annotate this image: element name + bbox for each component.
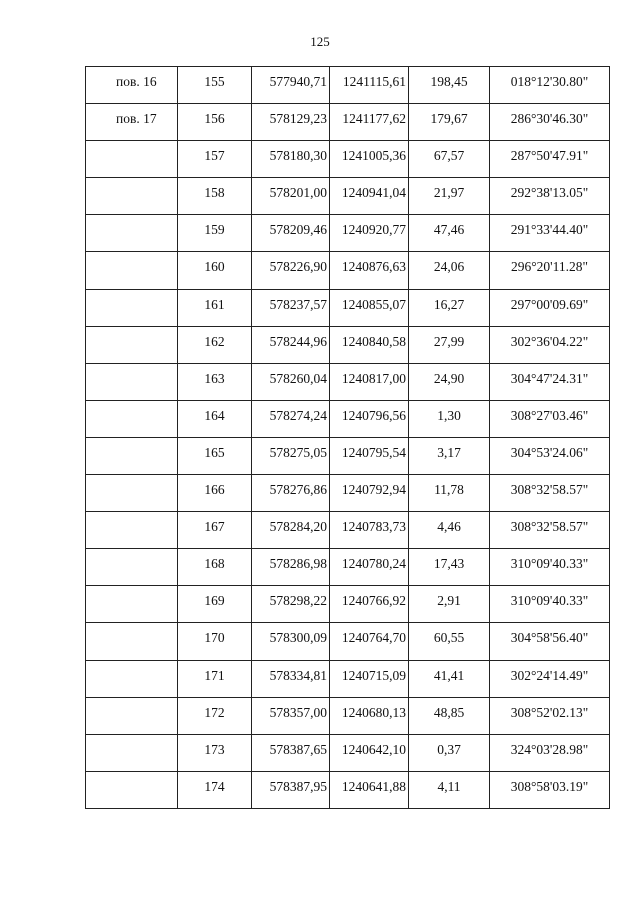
bearing-text: 018°12'30.80" bbox=[510, 74, 589, 89]
bearing-cell bbox=[490, 734, 610, 771]
bearing-text: 310°09'40.33" bbox=[510, 593, 589, 609]
distance-text: 67,57 bbox=[433, 148, 465, 164]
point-number-cell bbox=[178, 289, 252, 326]
y-coordinate-cell bbox=[330, 141, 409, 178]
point-number-text: 166 bbox=[204, 482, 225, 498]
bearing-text: 308°27'03.46" bbox=[510, 407, 589, 423]
y-coordinate-text: 1240780,24 bbox=[341, 556, 406, 572]
contour-text bbox=[116, 401, 177, 408]
table-row bbox=[86, 512, 610, 549]
y-coordinate-text: 1240764,70 bbox=[341, 630, 406, 646]
x-coordinate-text: 578260,04 bbox=[269, 370, 327, 386]
contour-cell bbox=[86, 771, 178, 808]
point-number-cell bbox=[178, 475, 252, 512]
contour-cell bbox=[86, 475, 178, 512]
distance-cell bbox=[409, 252, 490, 289]
bearing-cell bbox=[490, 475, 610, 512]
point-number-text: 169 bbox=[204, 593, 225, 609]
coordinates-table bbox=[85, 66, 610, 809]
bearing-cell bbox=[490, 437, 610, 474]
distance-text: 21,97 bbox=[433, 185, 465, 201]
contour-cell bbox=[86, 512, 178, 549]
x-coordinate-cell bbox=[252, 660, 330, 697]
y-coordinate-cell bbox=[330, 363, 409, 400]
x-coordinate-cell bbox=[252, 289, 330, 326]
y-coordinate-text: 1240920,77 bbox=[341, 222, 406, 238]
distance-cell bbox=[409, 697, 490, 734]
table-row bbox=[86, 475, 610, 512]
contour-text: пов. 17 bbox=[116, 111, 157, 127]
y-coordinate-text: 1240766,92 bbox=[341, 593, 406, 609]
contour-text: пов. 16 bbox=[116, 74, 157, 89]
contour-cell bbox=[86, 660, 178, 697]
point-number-text: 160 bbox=[204, 259, 225, 275]
y-coordinate-cell bbox=[330, 252, 409, 289]
y-coordinate-text: 1240796,56 bbox=[341, 407, 406, 423]
distance-cell bbox=[409, 141, 490, 178]
point-number-text: 156 bbox=[204, 111, 225, 127]
table-row bbox=[86, 660, 610, 697]
bearing-cell bbox=[490, 252, 610, 289]
x-coordinate-text: 578387,95 bbox=[269, 778, 327, 794]
contour-cell bbox=[86, 400, 178, 437]
distance-text: 3,17 bbox=[437, 444, 461, 460]
distance-text: 17,43 bbox=[433, 556, 465, 572]
distance-text: 1,30 bbox=[437, 407, 461, 423]
x-coordinate-text: 578237,57 bbox=[269, 296, 327, 312]
distance-cell bbox=[409, 400, 490, 437]
distance-text: 24,90 bbox=[433, 370, 465, 386]
x-coordinate-cell bbox=[252, 697, 330, 734]
y-coordinate-text: 1240876,63 bbox=[341, 259, 406, 275]
y-coordinate-text: 1240941,04 bbox=[341, 185, 406, 201]
contour-cell bbox=[86, 437, 178, 474]
table-row bbox=[86, 623, 610, 660]
x-coordinate-text: 578201,00 bbox=[269, 185, 327, 201]
contour-text bbox=[116, 698, 177, 705]
x-coordinate-text: 578334,81 bbox=[269, 667, 327, 683]
y-coordinate-text: 1240817,00 bbox=[341, 370, 406, 386]
point-number-text: 172 bbox=[204, 704, 225, 720]
x-coordinate-text: 578300,09 bbox=[269, 630, 327, 646]
contour-text bbox=[116, 215, 177, 222]
y-coordinate-text: 1240795,54 bbox=[341, 444, 406, 460]
point-number-cell bbox=[178, 104, 252, 141]
y-coordinate-text: 1240642,10 bbox=[341, 741, 406, 757]
contour-text bbox=[116, 327, 177, 334]
distance-text: 24,06 bbox=[433, 259, 465, 275]
y-coordinate-text: 1240715,09 bbox=[341, 667, 406, 683]
x-coordinate-cell bbox=[252, 178, 330, 215]
y-coordinate-cell bbox=[330, 586, 409, 623]
distance-text: 4,46 bbox=[437, 519, 461, 535]
distance-text: 198,45 bbox=[430, 74, 468, 89]
table-row bbox=[86, 289, 610, 326]
x-coordinate-text: 578387,65 bbox=[269, 741, 327, 757]
point-number-cell bbox=[178, 549, 252, 586]
x-coordinate-cell bbox=[252, 104, 330, 141]
x-coordinate-text: 578180,30 bbox=[269, 148, 327, 164]
x-coordinate-text: 578244,96 bbox=[269, 333, 327, 349]
distance-cell bbox=[409, 178, 490, 215]
y-coordinate-cell bbox=[330, 475, 409, 512]
contour-text bbox=[116, 512, 177, 519]
table-row bbox=[86, 549, 610, 586]
point-number-cell bbox=[178, 252, 252, 289]
x-coordinate-cell bbox=[252, 67, 330, 104]
point-number-text: 165 bbox=[204, 444, 225, 460]
bearing-cell bbox=[490, 771, 610, 808]
distance-text: 47,46 bbox=[433, 222, 465, 238]
table-row bbox=[86, 252, 610, 289]
contour-text bbox=[116, 549, 177, 556]
x-coordinate-cell bbox=[252, 512, 330, 549]
x-coordinate-text: 577940,71 bbox=[269, 74, 327, 89]
contour-cell bbox=[86, 289, 178, 326]
distance-cell bbox=[409, 660, 490, 697]
distance-cell bbox=[409, 289, 490, 326]
bearing-cell bbox=[490, 289, 610, 326]
bearing-cell bbox=[490, 586, 610, 623]
table-row bbox=[86, 771, 610, 808]
bearing-cell bbox=[490, 660, 610, 697]
y-coordinate-cell bbox=[330, 549, 409, 586]
distance-text: 60,55 bbox=[433, 630, 465, 646]
contour-text bbox=[116, 623, 177, 630]
table-row bbox=[86, 734, 610, 771]
y-coordinate-text: 1240855,07 bbox=[341, 296, 406, 312]
contour-cell bbox=[86, 141, 178, 178]
contour-cell bbox=[86, 67, 178, 104]
distance-cell bbox=[409, 549, 490, 586]
point-number-cell bbox=[178, 363, 252, 400]
y-coordinate-text: 1241115,61 bbox=[342, 74, 406, 89]
y-coordinate-text: 1241177,62 bbox=[342, 111, 406, 127]
y-coordinate-cell bbox=[330, 104, 409, 141]
bearing-cell bbox=[490, 178, 610, 215]
point-number-text: 159 bbox=[204, 222, 225, 238]
point-number-cell bbox=[178, 141, 252, 178]
point-number-text: 174 bbox=[204, 778, 225, 794]
x-coordinate-text: 578274,24 bbox=[269, 407, 327, 423]
x-coordinate-cell bbox=[252, 549, 330, 586]
point-number-cell bbox=[178, 660, 252, 697]
x-coordinate-text: 578284,20 bbox=[269, 519, 327, 535]
contour-cell bbox=[86, 104, 178, 141]
x-coordinate-cell bbox=[252, 363, 330, 400]
contour-cell bbox=[86, 326, 178, 363]
x-coordinate-text: 578226,90 bbox=[269, 259, 327, 275]
y-coordinate-cell bbox=[330, 660, 409, 697]
bearing-text: 304°47'24.31" bbox=[510, 370, 589, 386]
y-coordinate-cell bbox=[330, 215, 409, 252]
distance-cell bbox=[409, 734, 490, 771]
y-coordinate-cell bbox=[330, 178, 409, 215]
bearing-cell bbox=[490, 400, 610, 437]
distance-text: 11,78 bbox=[434, 482, 464, 498]
distance-cell bbox=[409, 437, 490, 474]
bearing-text: 286°30'46.30" bbox=[510, 111, 589, 127]
x-coordinate-cell bbox=[252, 326, 330, 363]
contour-cell bbox=[86, 697, 178, 734]
table-row bbox=[86, 326, 610, 363]
distance-cell bbox=[409, 771, 490, 808]
coordinates-table-body bbox=[86, 67, 610, 809]
point-number-text: 170 bbox=[204, 630, 225, 646]
contour-text bbox=[116, 772, 177, 779]
contour-text bbox=[116, 735, 177, 742]
bearing-cell bbox=[490, 215, 610, 252]
table-row bbox=[86, 104, 610, 141]
bearing-cell bbox=[490, 67, 610, 104]
y-coordinate-text: 1240792,94 bbox=[341, 482, 406, 498]
x-coordinate-text: 578298,22 bbox=[269, 593, 327, 609]
y-coordinate-cell bbox=[330, 697, 409, 734]
y-coordinate-text: 1240680,13 bbox=[341, 704, 406, 720]
contour-text bbox=[116, 586, 177, 593]
contour-text bbox=[116, 252, 177, 259]
bearing-text: 302°24'14.49" bbox=[510, 667, 589, 683]
x-coordinate-cell bbox=[252, 400, 330, 437]
bearing-text: 308°32'58.57" bbox=[510, 482, 589, 498]
point-number-cell bbox=[178, 512, 252, 549]
distance-cell bbox=[409, 326, 490, 363]
bearing-text: 287°50'47.91" bbox=[510, 148, 589, 164]
distance-cell bbox=[409, 623, 490, 660]
y-coordinate-cell bbox=[330, 437, 409, 474]
point-number-text: 163 bbox=[204, 370, 225, 386]
x-coordinate-cell bbox=[252, 586, 330, 623]
point-number-text: 167 bbox=[204, 519, 225, 535]
bearing-cell bbox=[490, 512, 610, 549]
bearing-text: 297°00'09.69" bbox=[510, 296, 589, 312]
x-coordinate-text: 578286,98 bbox=[269, 556, 327, 572]
y-coordinate-cell bbox=[330, 400, 409, 437]
bearing-cell bbox=[490, 697, 610, 734]
distance-text: 48,85 bbox=[433, 704, 465, 720]
x-coordinate-cell bbox=[252, 475, 330, 512]
bearing-cell bbox=[490, 104, 610, 141]
distance-text: 179,67 bbox=[430, 111, 468, 127]
point-number-cell bbox=[178, 734, 252, 771]
point-number-cell bbox=[178, 437, 252, 474]
y-coordinate-cell bbox=[330, 512, 409, 549]
point-number-text: 155 bbox=[204, 74, 225, 89]
x-coordinate-text: 578276,86 bbox=[269, 482, 327, 498]
table-row bbox=[86, 400, 610, 437]
contour-cell bbox=[86, 586, 178, 623]
x-coordinate-text: 578129,23 bbox=[269, 111, 327, 127]
distance-text: 4,11 bbox=[437, 778, 461, 794]
contour-text bbox=[116, 290, 177, 297]
table-row bbox=[86, 215, 610, 252]
distance-text: 2,91 bbox=[437, 593, 461, 609]
point-number-cell bbox=[178, 771, 252, 808]
point-number-text: 173 bbox=[204, 741, 225, 757]
y-coordinate-text: 1241005,36 bbox=[341, 148, 406, 164]
table-row bbox=[86, 437, 610, 474]
point-number-cell bbox=[178, 400, 252, 437]
table-row bbox=[86, 697, 610, 734]
contour-text bbox=[116, 438, 177, 445]
distance-cell bbox=[409, 586, 490, 623]
bearing-text: 292°38'13.05" bbox=[510, 185, 589, 201]
x-coordinate-cell bbox=[252, 437, 330, 474]
distance-text: 16,27 bbox=[433, 296, 465, 312]
distance-text: 27,99 bbox=[433, 333, 465, 349]
contour-cell bbox=[86, 252, 178, 289]
x-coordinate-cell bbox=[252, 734, 330, 771]
point-number-text: 168 bbox=[204, 556, 225, 572]
bearing-cell bbox=[490, 141, 610, 178]
bearing-text: 308°58'03.19" bbox=[510, 778, 589, 794]
x-coordinate-cell bbox=[252, 623, 330, 660]
point-number-text: 158 bbox=[204, 185, 225, 201]
table-row bbox=[86, 363, 610, 400]
y-coordinate-cell bbox=[330, 734, 409, 771]
contour-cell bbox=[86, 363, 178, 400]
point-number-cell bbox=[178, 326, 252, 363]
distance-cell bbox=[409, 215, 490, 252]
y-coordinate-text: 1240783,73 bbox=[341, 519, 406, 535]
point-number-text: 157 bbox=[204, 148, 225, 164]
distance-cell bbox=[409, 104, 490, 141]
contour-text bbox=[116, 475, 177, 482]
bearing-text: 296°20'11.28" bbox=[511, 259, 588, 275]
contour-text bbox=[116, 661, 177, 668]
distance-cell bbox=[409, 363, 490, 400]
point-number-cell bbox=[178, 697, 252, 734]
y-coordinate-cell bbox=[330, 623, 409, 660]
contour-cell bbox=[86, 623, 178, 660]
bearing-text: 324°03'28.98" bbox=[510, 741, 589, 757]
bearing-text: 291°33'44.40" bbox=[510, 222, 589, 238]
point-number-text: 171 bbox=[204, 667, 225, 683]
point-number-text: 162 bbox=[204, 333, 225, 349]
page-number: 125 bbox=[310, 34, 330, 49]
distance-text: 0,37 bbox=[437, 741, 461, 757]
bearing-text: 310°09'40.33" bbox=[510, 556, 589, 572]
y-coordinate-text: 1240840,58 bbox=[341, 333, 406, 349]
contour-cell bbox=[86, 734, 178, 771]
point-number-cell bbox=[178, 215, 252, 252]
x-coordinate-text: 578209,46 bbox=[269, 222, 327, 238]
point-number-cell bbox=[178, 623, 252, 660]
point-number-text: 161 bbox=[204, 296, 225, 312]
y-coordinate-cell bbox=[330, 289, 409, 326]
x-coordinate-cell bbox=[252, 771, 330, 808]
point-number-cell bbox=[178, 178, 252, 215]
table-row bbox=[86, 67, 610, 104]
point-number-cell bbox=[178, 586, 252, 623]
contour-cell bbox=[86, 549, 178, 586]
bearing-text: 302°36'04.22" bbox=[510, 333, 589, 349]
point-number-cell bbox=[178, 67, 252, 104]
bearing-text: 308°52'02.13" bbox=[510, 704, 589, 720]
table-row bbox=[86, 586, 610, 623]
table-row bbox=[86, 178, 610, 215]
contour-cell bbox=[86, 178, 178, 215]
x-coordinate-cell bbox=[252, 252, 330, 289]
x-coordinate-cell bbox=[252, 215, 330, 252]
contour-text bbox=[116, 364, 177, 371]
y-coordinate-cell bbox=[330, 67, 409, 104]
bearing-cell bbox=[490, 623, 610, 660]
distance-cell bbox=[409, 512, 490, 549]
x-coordinate-cell bbox=[252, 141, 330, 178]
distance-cell bbox=[409, 67, 490, 104]
table-row bbox=[86, 141, 610, 178]
bearing-cell bbox=[490, 363, 610, 400]
bearing-text: 304°58'56.40" bbox=[510, 630, 589, 646]
bearing-cell bbox=[490, 326, 610, 363]
bearing-text: 308°32'58.57" bbox=[510, 519, 589, 535]
y-coordinate-cell bbox=[330, 771, 409, 808]
point-number-text: 164 bbox=[204, 407, 225, 423]
y-coordinate-cell bbox=[330, 326, 409, 363]
x-coordinate-text: 578275,05 bbox=[269, 444, 327, 460]
bearing-text: 304°53'24.06" bbox=[510, 444, 589, 460]
contour-text bbox=[116, 141, 177, 148]
distance-cell bbox=[409, 475, 490, 512]
x-coordinate-text: 578357,00 bbox=[269, 704, 327, 720]
bearing-cell bbox=[490, 549, 610, 586]
distance-text: 41,41 bbox=[433, 667, 465, 683]
contour-text bbox=[116, 178, 177, 185]
contour-cell bbox=[86, 215, 178, 252]
y-coordinate-text: 1240641,88 bbox=[341, 778, 406, 794]
